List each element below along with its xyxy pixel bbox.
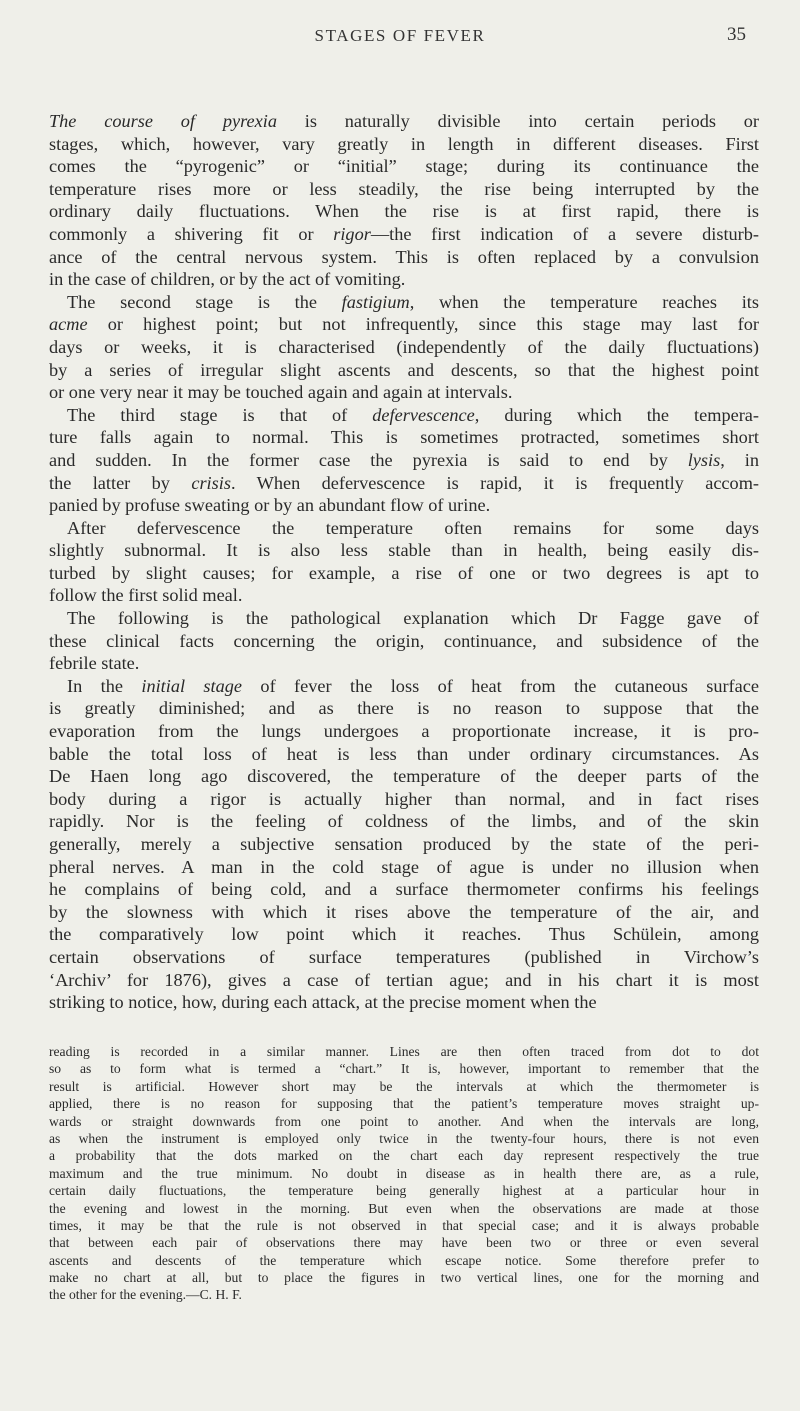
text-line <box>49 720 759 743</box>
footnote-line: maximum and the true minimum. No doubt in disease as in health there are, as a rule, <box>49 1165 759 1181</box>
text-run: generally, merely a subjective sensation produced by the state of the peri- <box>49 834 759 854</box>
italic-term: lysis <box>687 449 721 470</box>
text-line <box>49 313 759 336</box>
text-line <box>49 607 759 630</box>
text-run: The second stage is the <box>67 291 342 312</box>
text-run: panied by profuse sweating or by an abundant flow of urine. <box>49 495 491 516</box>
text-run: these clinical facts concerning the origin, continuance, and subsidence of the <box>49 630 759 651</box>
text-line <box>49 472 759 495</box>
footnote-line: the evening and lowest in the morning. But even when the observations are made at those <box>49 1200 759 1216</box>
text-run: or highest point; but not infrequently, since this stage may last for <box>87 314 759 335</box>
text-line <box>49 833 759 856</box>
text-line <box>49 404 759 427</box>
text-line <box>49 810 759 833</box>
text-run: in the case of children, or by the act of vomiting. <box>49 269 406 290</box>
footnote-line: so as to form what is termed a “chart.” It is, however, important to remember that the <box>49 1061 759 1077</box>
paragraph <box>49 675 759 1014</box>
footnote-line: make no chart at all, but to place the figures in two vertical lines, one for the morning and <box>49 1270 759 1286</box>
text-run: the latter by <box>49 472 192 493</box>
text-run: by a series of irregular slight ascents and descents, so that the highest point <box>49 359 759 380</box>
text-line <box>49 449 759 472</box>
paragraph <box>49 110 759 291</box>
paragraph <box>49 607 759 675</box>
main-text <box>49 110 759 1014</box>
text-run: striking to notice, how, during each attack, at the precise moment when the <box>49 992 597 1013</box>
text-line <box>49 133 759 156</box>
text-line <box>49 246 759 269</box>
italic-term: The course of pyrexia <box>49 111 277 131</box>
text-line <box>49 923 759 946</box>
text-run: , in <box>720 449 759 470</box>
footnote-line: applied, there is no reason for supposing that the patient’s temperature moves straight up- <box>49 1096 759 1112</box>
text-line <box>49 969 759 992</box>
text-line <box>49 675 759 698</box>
footnote-line: a probability that the dots marked on the chart each day represent respectively the true <box>49 1148 759 1164</box>
text-line <box>49 381 759 404</box>
page-number: 35 <box>727 24 746 45</box>
footnote-line: result is artificial. However short may be the intervals at which the thermometer is <box>49 1078 759 1094</box>
text-run: commonly a shivering fit or <box>49 223 334 244</box>
text-run: , when the temperature reaches its <box>409 291 759 312</box>
text-run: ance of the central nervous system. This is often replaced by a convulsion <box>49 246 759 267</box>
text-line <box>49 359 759 382</box>
text-line <box>49 517 759 540</box>
footnote-line: ascents and descents of the temperature which escape notice. Some therefore prefer to <box>49 1252 759 1268</box>
text-run: by the slowness with which it rises above the temperature of the air, and <box>49 901 759 922</box>
italic-term: rigor <box>333 223 371 244</box>
text-run: , during which the tempera- <box>474 404 759 425</box>
paragraph <box>49 517 759 607</box>
text-line <box>49 155 759 178</box>
text-run: is greatly diminished; and as there is no reason to suppose that the <box>49 698 759 719</box>
text-run: febrile state. <box>49 653 140 674</box>
text-run: he complains of being cold, and a surface thermometer confirms his feelings <box>49 879 759 900</box>
text-line <box>49 562 759 585</box>
text-line <box>49 743 759 766</box>
footnote-line: times, it may be that the rule is not observed in that special case; and it is always probable <box>49 1217 759 1233</box>
text-run: and sudden. In the former case the pyrexia is said to end by <box>49 449 688 470</box>
footnote <box>49 1043 759 1304</box>
text-run: body during a rigor is actually higher than normal, and in fact rises <box>49 788 759 809</box>
italic-term: fastigium <box>341 291 410 312</box>
text-line <box>49 697 759 720</box>
text-run: the comparatively low point which it reaches. Thus Schülein, among <box>49 924 759 945</box>
text-run: follow the first solid meal. <box>49 585 243 606</box>
footnote-line: certain daily fluctuations, the temperature being generally highest at a particular hour in <box>49 1183 759 1199</box>
text-line <box>49 200 759 223</box>
text-line <box>49 584 759 607</box>
text-line <box>49 901 759 924</box>
text-run: —the first indication of a severe disturb- <box>370 223 759 244</box>
text-run: is naturally divisible into certain periods or <box>276 111 760 131</box>
text-run: comes the “pyrogenic” or “initial” stage; during its continuance the <box>49 156 759 177</box>
text-run: pheral nerves. A man in the cold stage of ague is under no illusion when <box>49 856 759 877</box>
text-line <box>49 856 759 879</box>
text-run: ‘Archiv’ for 1876), gives a case of tertian ague; and in his chart it is most <box>49 969 759 990</box>
italic-term: initial stage <box>141 675 243 696</box>
text-line <box>49 494 759 517</box>
italic-term: acme <box>49 314 88 335</box>
text-line <box>49 426 759 449</box>
text-line <box>49 539 759 562</box>
text-line <box>49 878 759 901</box>
text-line <box>49 630 759 653</box>
text-line <box>49 652 759 675</box>
text-run: turbed by slight causes; for example, a rise of one or two degrees is apt to <box>49 562 759 583</box>
text-run: bable the total loss of heat is less than under ordinary circumstances. As <box>49 743 759 764</box>
text-run: evaporation from the lungs undergoes a proportionate increase, it is pro- <box>49 721 759 742</box>
text-line <box>49 110 759 133</box>
italic-term: defervescence <box>372 404 475 425</box>
running-head <box>0 22 800 52</box>
text-run: or one very near it may be touched again and again at intervals. <box>49 382 513 403</box>
text-line <box>49 991 759 1014</box>
text-run: of fever the loss of heat from the cutaneous surface <box>242 675 759 696</box>
footnote-line: as when the instrument is employed only twice in the twenty-four hours, there is not even <box>49 1130 759 1146</box>
text-line <box>49 336 759 359</box>
text-run: The third stage is that of <box>67 404 373 425</box>
text-run: stages, which, however, vary greatly in length in different diseases. First <box>49 133 759 154</box>
text-run: days or weeks, it is characterised (independently of the daily fluctuations) <box>49 336 759 357</box>
running-title: STAGES OF FEVER <box>314 26 486 45</box>
text-run: The following is the pathological explanation which Dr Fagge gave of <box>67 608 759 629</box>
text-line <box>49 268 759 291</box>
text-run: De Haen long ago discovered, the temperature of the deeper parts of the <box>49 766 759 787</box>
text-line <box>49 946 759 969</box>
text-run: ordinary daily fluctuations. When the rise is at first rapid, there is <box>49 201 759 222</box>
text-line <box>49 223 759 246</box>
text-run: rapidly. Nor is the feeling of coldness of the limbs, and of the skin <box>49 811 759 832</box>
footnote-line: the other for the evening.—C. H. F. <box>49 1287 242 1303</box>
text-line <box>49 765 759 788</box>
footnote-line: reading is recorded in a similar manner. Lines are then often traced from dot to dot <box>49 1044 759 1059</box>
text-run: ture falls again to normal. This is sometimes protracted, sometimes short <box>49 427 759 448</box>
italic-term: crisis <box>191 472 231 493</box>
text-run: temperature rises more or less steadily, the rise being interrupted by the <box>49 178 759 199</box>
text-line <box>49 291 759 314</box>
text-line <box>49 788 759 811</box>
text-line <box>49 178 759 201</box>
paragraph <box>49 404 759 517</box>
footnote-line: wards or straight downwards from one point to another. And when the intervals are long, <box>49 1113 759 1129</box>
text-run: slightly subnormal. It is also less stable than in health, being easily dis- <box>49 540 759 561</box>
footnote-line: that between each pair of observations there may have been two or three or even several <box>49 1235 759 1251</box>
text-run: After defervescence the temperature often remains for some days <box>67 517 759 538</box>
text-run: In the <box>67 675 142 696</box>
text-run: certain observations of surface temperatures (published in Virchow’s <box>49 946 759 967</box>
paragraph <box>49 291 759 404</box>
text-run: . When defervescence is rapid, it is frequently accom- <box>230 472 759 493</box>
